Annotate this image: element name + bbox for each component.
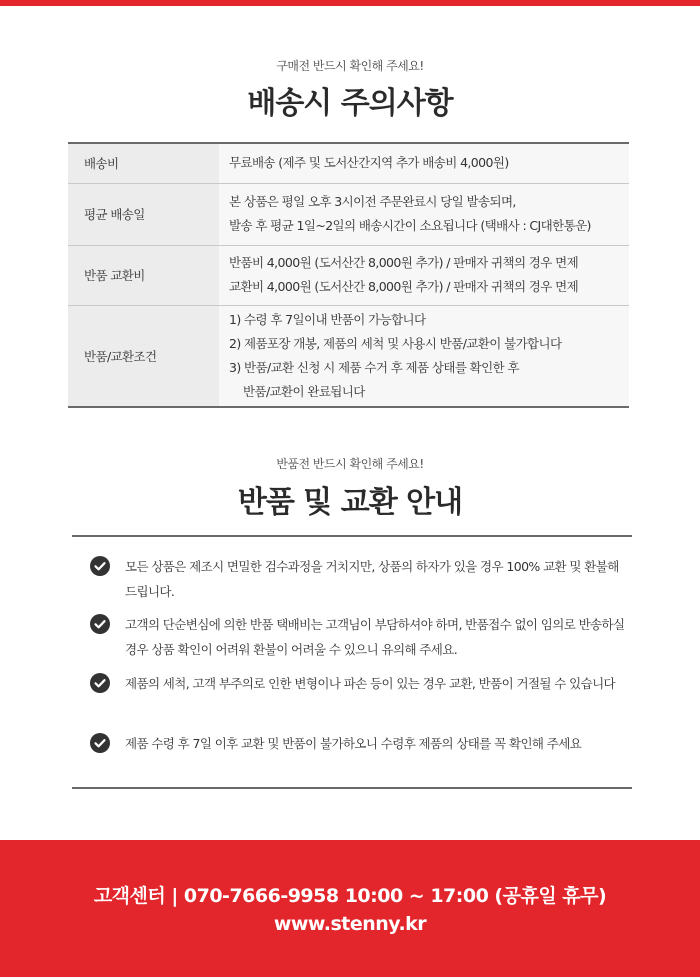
row-value-shipping-fee — [219, 143, 629, 183]
value-line: 교환비 4,000원 (도서산간 8,000원 추가) / 판매자 귀책의 경우 면제 — [229, 279, 579, 294]
table-row — [68, 305, 629, 407]
value-line: 본 상품은 평일 오후 3시이전 주문완료시 당일 발송되며, — [229, 194, 516, 209]
value-line: 반품/교환이 완료됩니다 — [243, 383, 365, 399]
value-line: 3) 반품/교환 신청 시 제품 수거 후 제품 상태를 확인한 후 — [229, 359, 519, 375]
shipping-title: 배송시 주의사항 — [247, 86, 453, 121]
value-line: 발송 후 평균 1일~2일의 배송시간이 소요됩니다 (택배사 : CJ대한통운) — [229, 218, 591, 233]
shipping-eyebrow: 구매전 반드시 확인해 주세요! — [276, 59, 424, 73]
row-value-delivery-days — [219, 183, 629, 245]
value-line: 무료배송 (제주 및 도서산간지역 추가 배송비 4,000원) — [229, 155, 509, 171]
row-value-return-conditions — [219, 305, 629, 407]
return-guide-list — [72, 535, 632, 789]
return-eyebrow: 반품전 반드시 확인해 주세요! — [276, 457, 424, 471]
guide-text: 고객의 단순변심에 의한 반품 택배비는 고객님이 부담하셔야 하며, 반품접수 없이 임의로 반송하실 경우 상품 확인이 어려워 환불이 어려울 수 있으니 유의해 주세요. — [125, 617, 625, 657]
guide-text: 제품의 세척, 고객 부주의로 인한 변형이나 파손 등이 있는 경우 교환, 반품이 거절될 수 있습니다 — [125, 676, 616, 691]
table-row — [68, 143, 629, 183]
check-circle-icon — [90, 733, 110, 753]
row-value-return-fee — [219, 245, 629, 305]
guide-text: 모든 상품은 제조시 면밀한 검수과정을 거치지만, 상품의 하자가 있을 경우 100% 교환 및 환불해 드립니다. — [125, 559, 619, 599]
row-label-shipping-fee: 배송비 — [68, 143, 219, 183]
check-circle-icon — [90, 556, 110, 576]
check-circle-icon — [90, 614, 110, 634]
table-row — [68, 183, 629, 245]
value-line: 반품비 4,000원 (도서산간 8,000원 추가) / 판매자 귀책의 경우 면제 — [229, 255, 579, 270]
customer-center-info: 고객센터 | 070-7666-9958 10:00 ~ 17:00 (공휴일 휴무) — [93, 885, 607, 907]
row-label-return-conditions: 반품/교환조건 — [68, 305, 219, 407]
top-accent-bar — [0, 0, 700, 6]
row-label-return-fee: 반품 교환비 — [68, 245, 219, 305]
footer-banner — [0, 840, 700, 977]
check-circle-icon — [90, 673, 110, 693]
website-link[interactable]: www.stenny.kr — [273, 913, 427, 935]
value-line: 1) 수령 후 7일이내 반품이 가능합니다 — [229, 311, 426, 327]
value-line: 2) 제품포장 개봉, 제품의 세척 및 사용시 반품/교환이 불가합니다 — [229, 335, 562, 351]
table-row — [68, 245, 629, 305]
guide-text: 제품 수령 후 7일 이후 교환 및 반품이 불가하오니 수령후 제품의 상태를 꼭 확인해 주세요 — [125, 736, 582, 751]
shipping-info-table — [68, 142, 629, 408]
row-label-delivery-days: 평균 배송일 — [68, 183, 219, 245]
return-title: 반품 및 교환 안내 — [237, 485, 463, 520]
